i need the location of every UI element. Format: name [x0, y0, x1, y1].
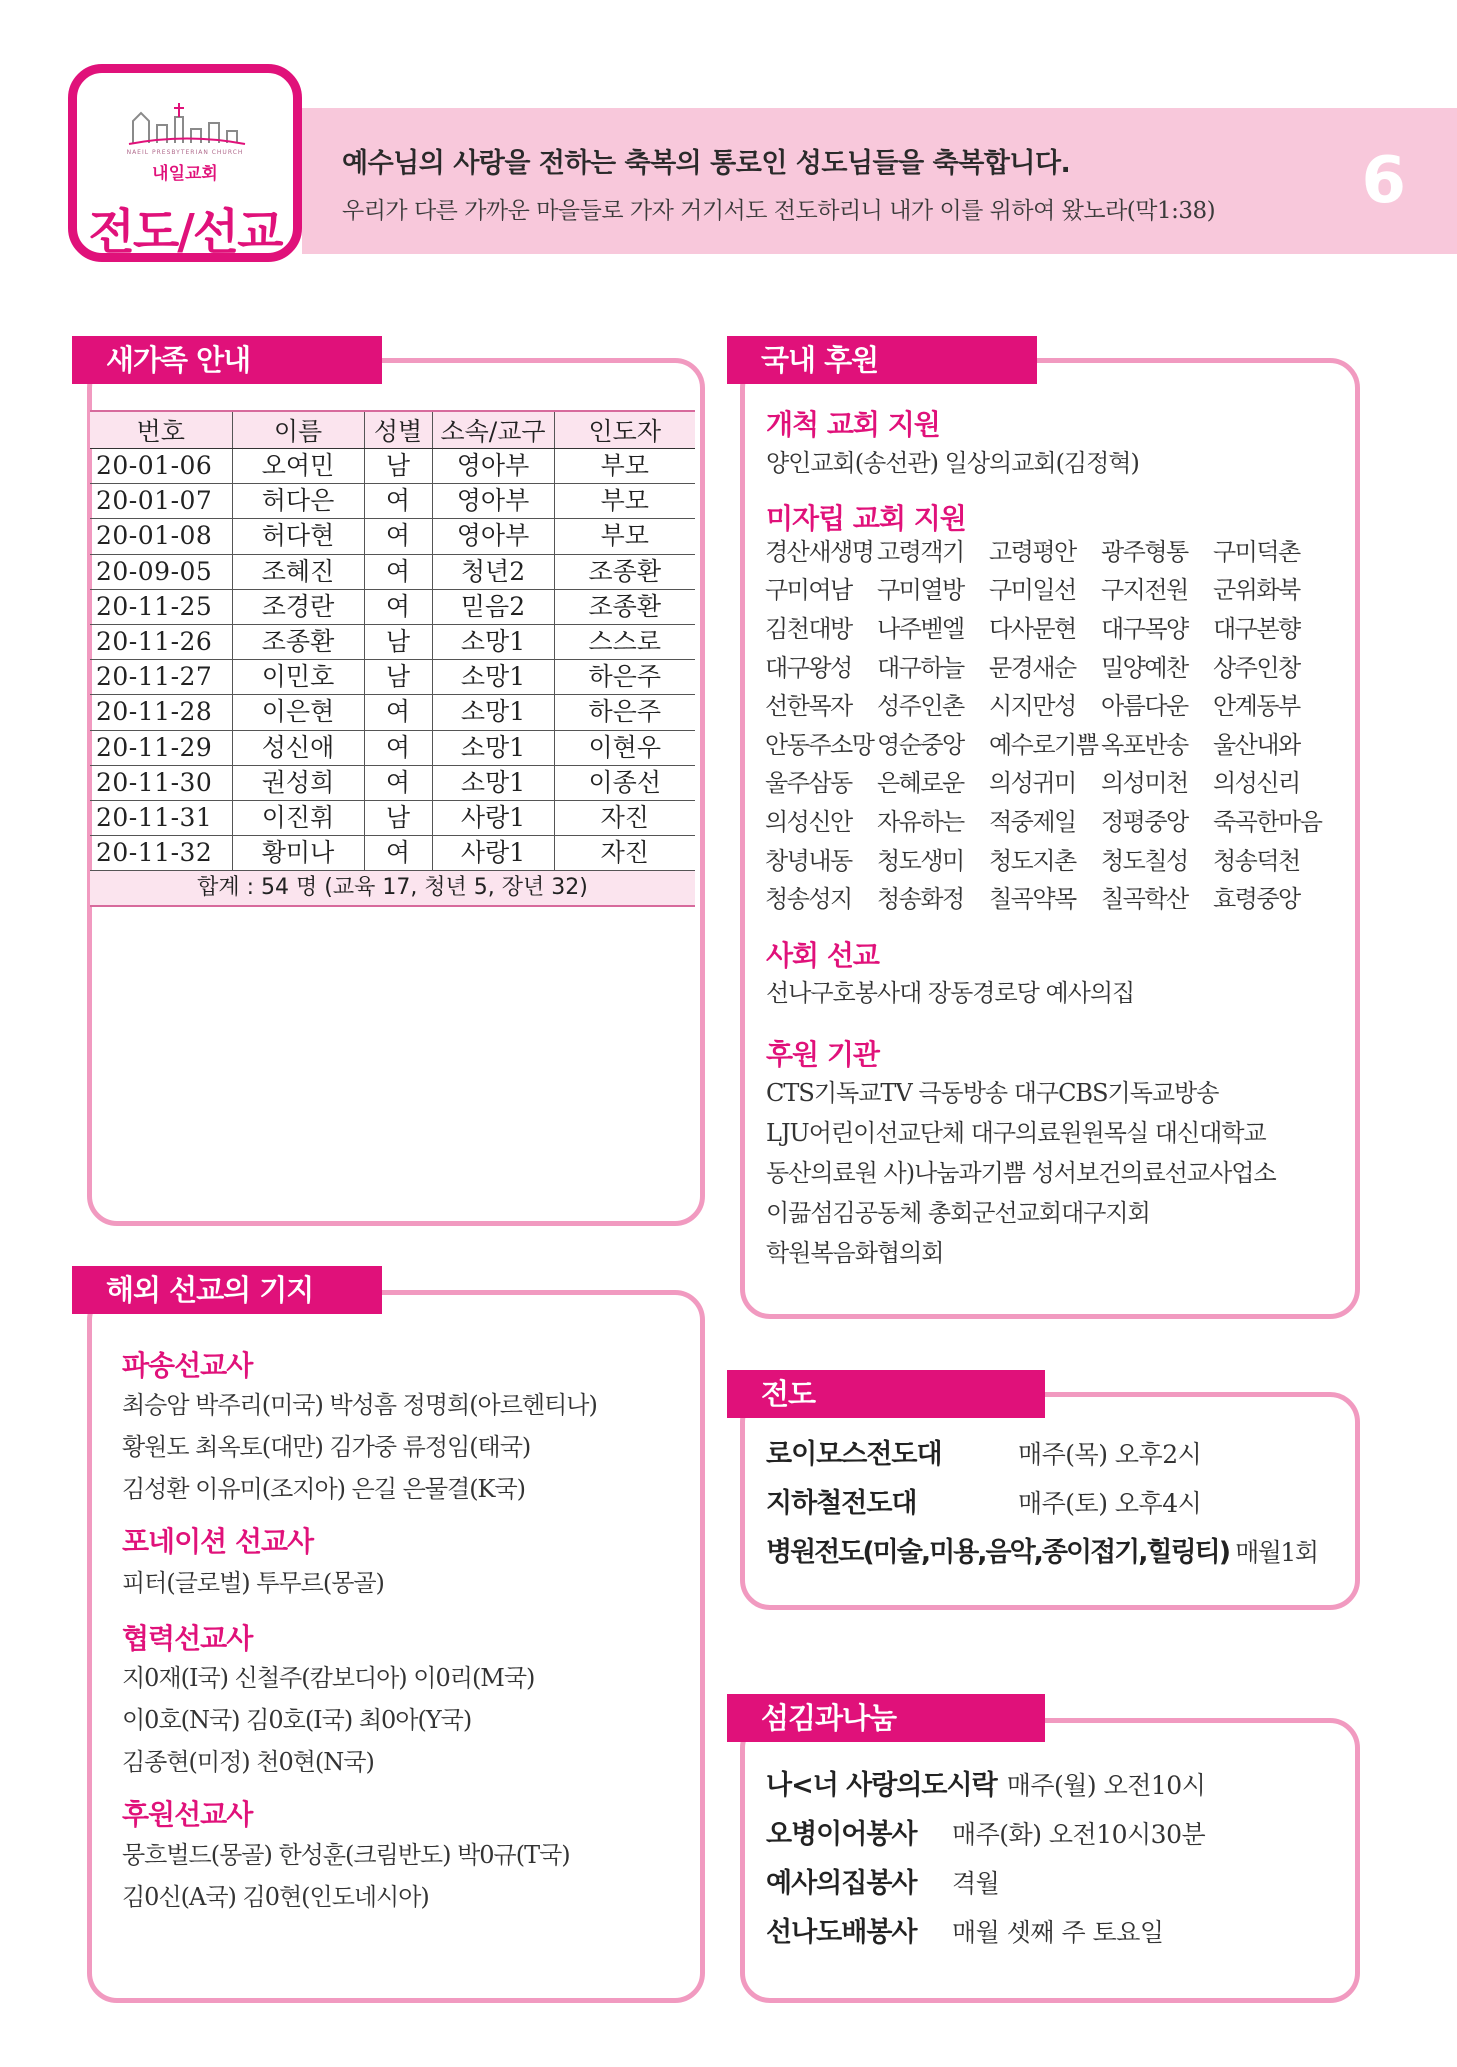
church-row — [765, 646, 1325, 685]
cell-name: 조경란 — [232, 589, 364, 624]
cell-number: 20-01-07 — [90, 484, 232, 519]
church-name: 은혜로운 — [877, 769, 964, 798]
cell-guide: 부모 — [554, 484, 695, 519]
cell-name: 이은현 — [232, 695, 364, 730]
logo-subtitle: NAEIL PRESBYTERIAN CHURCH — [126, 149, 244, 156]
sharing-item-time: 매주(월) 오전10시 — [1006, 1771, 1206, 1800]
church-name: 청송성지 — [765, 885, 852, 914]
church-row — [765, 723, 1325, 762]
table-row — [90, 589, 695, 624]
evangelism-item — [766, 1432, 1201, 1471]
evangelism-item-time: 매주(토) 오후4시 — [1018, 1489, 1202, 1518]
cell-number: 20-11-31 — [90, 800, 232, 835]
church-name: 칠곡약목 — [989, 885, 1076, 914]
table-total-row — [90, 871, 695, 907]
cell-guide: 부모 — [554, 519, 695, 554]
support-agency-line: LJU어린이선교단체 대구의료원원목실 대신대학교 — [766, 1119, 1266, 1147]
cell-group: 영아부 — [432, 449, 554, 484]
donation-missionaries-line: 피터(글로벌) 투무르(몽골) — [122, 1569, 384, 1597]
church-row — [765, 569, 1325, 608]
church-name: 경산새생명 — [765, 537, 874, 566]
cell-guide: 하은주 — [554, 660, 695, 695]
evangelism-item-time: 매월1회 — [1235, 1538, 1318, 1567]
church-name: 구미덕촌 — [1213, 537, 1300, 566]
cell-number: 20-09-05 — [90, 554, 232, 589]
support-agency-line: 학원복음화협의회 — [766, 1239, 944, 1267]
church-name: 구미여남 — [765, 576, 852, 605]
church-name: 창녕내동 — [765, 846, 852, 875]
church-row — [765, 530, 1325, 569]
church-row — [765, 684, 1325, 723]
sharing-item-name: 예사의집봉사 — [766, 1868, 917, 1899]
church-name: 문경새순 — [989, 653, 1076, 682]
table-row — [90, 730, 695, 765]
church-name: 대구본향 — [1213, 614, 1300, 643]
sharing-item — [766, 1763, 1205, 1802]
church-name: 청도칠성 — [1101, 846, 1188, 875]
cell-group: 영아부 — [432, 484, 554, 519]
page-title: 전도/선교 — [88, 204, 282, 260]
evangelism-item — [766, 1481, 1201, 1520]
church-name: 구지전원 — [1101, 576, 1188, 605]
supported-missionaries-line: 김0신(A국) 김0현(인도네시아) — [122, 1883, 429, 1911]
logo-name: 내일교회 — [152, 164, 218, 184]
church-name: 군위화북 — [1213, 576, 1300, 605]
church-name: 의성신안 — [765, 807, 852, 836]
table-row — [90, 519, 695, 554]
partner-missionaries-heading: 협력선교사 — [122, 1622, 253, 1655]
donation-missionaries-heading: 포네이션 선교사 — [122, 1525, 314, 1558]
page-number: 6 — [1361, 144, 1406, 218]
church-name: 선한목자 — [765, 692, 852, 721]
banner-greeting: 예수님의 사랑을 전하는 축복의 통로인 성도님들을 축복합니다. — [342, 148, 1071, 179]
cell-guide: 부모 — [554, 449, 695, 484]
church-name: 밀양예찬 — [1101, 653, 1188, 682]
evangelism-heading: 전도 — [727, 1370, 1045, 1418]
church-name: 김천대방 — [765, 614, 852, 643]
support-agency-line: CTS기독교TV 극동방송 대구CBS기독교방송 — [766, 1079, 1219, 1107]
cell-gender: 남 — [364, 660, 432, 695]
table-row — [90, 624, 695, 659]
cell-number: 20-11-30 — [90, 765, 232, 800]
church-name: 대구목양 — [1101, 614, 1188, 643]
sharing-item — [766, 1861, 999, 1900]
sharing-item-name: 오병이어봉사 — [766, 1819, 917, 1850]
church-name: 자유하는 — [877, 807, 964, 836]
church-name: 청도지촌 — [989, 846, 1076, 875]
cell-group: 사랑1 — [432, 800, 554, 835]
church-name: 옥포반송 — [1101, 730, 1188, 759]
church-name: 영순중앙 — [877, 730, 964, 759]
col-group: 소속/교구 — [432, 411, 554, 449]
church-name: 울산내와 — [1213, 730, 1300, 759]
church-name: 아름다운 — [1101, 692, 1188, 721]
church-name: 성주인촌 — [877, 692, 964, 721]
sharing-item-name: 나<너 사랑의도시락 — [766, 1770, 997, 1801]
church-logo-icon — [127, 103, 247, 147]
sharing-item-time: 매주(화) 오전10시30분 — [952, 1820, 1206, 1849]
evangelism-item — [766, 1530, 1317, 1569]
church-name: 효령중앙 — [1213, 885, 1300, 914]
cell-gender: 여 — [364, 695, 432, 730]
church-name: 울주삼동 — [765, 769, 852, 798]
cell-group: 소망1 — [432, 624, 554, 659]
sent-missionaries-line: 황원도 최옥토(대만) 김가중 류정임(태국) — [122, 1433, 531, 1461]
supported-missionaries-line: 뭉흐벌드(몽골) 한성훈(크림반도) 박0규(T국) — [122, 1841, 570, 1869]
pioneer-church-heading: 개척 교회 지원 — [766, 408, 940, 441]
col-name: 이름 — [232, 411, 364, 449]
cell-number: 20-11-27 — [90, 660, 232, 695]
col-number: 번호 — [90, 411, 232, 449]
partner-missionaries-line: 이0호(N국) 김0호(I국) 최0아(Y국) — [122, 1706, 472, 1734]
cell-group: 소망1 — [432, 765, 554, 800]
sent-missionaries-line: 최승암 박주리(미국) 박성흠 정명희(아르헨티나) — [122, 1391, 597, 1419]
cell-name: 성신애 — [232, 730, 364, 765]
table-row — [90, 695, 695, 730]
evangelism-item-name: 병원전도(미술,미용,음악,종이접기,힐링티) — [766, 1537, 1230, 1568]
table-row — [90, 660, 695, 695]
cell-group: 소망1 — [432, 730, 554, 765]
table-row — [90, 554, 695, 589]
cell-guide: 이현우 — [554, 730, 695, 765]
cell-number: 20-01-08 — [90, 519, 232, 554]
cell-group: 소망1 — [432, 660, 554, 695]
cell-name: 이민호 — [232, 660, 364, 695]
sharing-item-time: 매월 셋째 주 토요일 — [952, 1918, 1164, 1947]
support-agency-line: 이끎섬김공동체 총회군선교회대구지회 — [766, 1199, 1150, 1227]
church-name: 시지만성 — [989, 692, 1076, 721]
logo-box — [68, 64, 302, 262]
cell-gender: 여 — [364, 554, 432, 589]
church-name: 고령객기 — [877, 537, 964, 566]
church-name: 의성귀미 — [989, 769, 1076, 798]
cell-guide: 이종선 — [554, 765, 695, 800]
table-header-row — [90, 411, 695, 449]
cell-gender: 여 — [364, 836, 432, 871]
header-banner — [302, 108, 1457, 254]
evangelism-item-time: 매주(목) 오후2시 — [1018, 1440, 1202, 1469]
church-name: 적중제일 — [989, 807, 1076, 836]
cell-gender: 여 — [364, 484, 432, 519]
cell-group: 믿음2 — [432, 589, 554, 624]
partner-missionaries-line: 김종현(미정) 천0현(N국) — [122, 1748, 374, 1776]
evangelism-item-name: 지하철전도대 — [766, 1488, 917, 1519]
cell-gender: 여 — [364, 519, 432, 554]
unsupported-church-heading: 미자립 교회 지원 — [766, 502, 966, 535]
church-name: 청송화정 — [877, 885, 964, 914]
table-row — [90, 800, 695, 835]
cell-guide: 조종환 — [554, 589, 695, 624]
cell-name: 허다현 — [232, 519, 364, 554]
cell-gender: 남 — [364, 449, 432, 484]
church-name: 나주벧엘 — [877, 614, 964, 643]
domestic-heading: 국내 후원 — [727, 336, 1037, 384]
church-name: 의성미천 — [1101, 769, 1188, 798]
table-row — [90, 836, 695, 871]
church-row — [765, 762, 1325, 801]
church-name: 안계동부 — [1213, 692, 1300, 721]
social-mission-text: 선나구호봉사대 장동경로당 예사의집 — [766, 979, 1135, 1007]
church-row — [765, 607, 1325, 646]
pioneer-church-text: 양인교회(송선관) 일상의교회(김정혁) — [766, 449, 1139, 477]
overseas-heading: 해외 선교의 기지 — [72, 1266, 382, 1314]
cell-name: 조종환 — [232, 624, 364, 659]
table-row — [90, 449, 695, 484]
church-name: 상주인창 — [1213, 653, 1300, 682]
cell-group: 소망1 — [432, 695, 554, 730]
sharing-item — [766, 1910, 1164, 1949]
cell-gender: 여 — [364, 730, 432, 765]
cell-number: 20-11-29 — [90, 730, 232, 765]
cell-guide: 하은주 — [554, 695, 695, 730]
cell-number: 20-11-32 — [90, 836, 232, 871]
cell-name: 허다은 — [232, 484, 364, 519]
sharing-item-time: 격월 — [952, 1869, 1000, 1898]
partner-missionaries-line: 지0재(I국) 신철주(캄보디아) 이0리(M국) — [122, 1664, 535, 1692]
church-name: 청송덕천 — [1213, 846, 1300, 875]
church-name: 광주형통 — [1101, 537, 1188, 566]
support-agency-line: 동산의료원 사)나눔과기쁨 성서보건의료선교사업소 — [766, 1159, 1276, 1187]
cell-group: 사랑1 — [432, 836, 554, 871]
cell-gender: 남 — [364, 624, 432, 659]
church-name: 죽곡한마음 — [1213, 807, 1322, 836]
cell-name: 황미나 — [232, 836, 364, 871]
new-family-heading: 새가족 안내 — [72, 336, 382, 384]
cell-number: 20-11-28 — [90, 695, 232, 730]
church-name: 구미일선 — [989, 576, 1076, 605]
cell-group: 청년2 — [432, 554, 554, 589]
cell-gender: 여 — [364, 589, 432, 624]
church-name: 다사문현 — [989, 614, 1076, 643]
church-row — [765, 839, 1325, 878]
church-name: 대구왕성 — [765, 653, 852, 682]
church-name: 정평중앙 — [1101, 807, 1188, 836]
sharing-item — [766, 1812, 1205, 1851]
church-name: 의성신리 — [1213, 769, 1300, 798]
church-row — [765, 800, 1325, 839]
cell-name: 권성희 — [232, 765, 364, 800]
cell-name: 오여민 — [232, 449, 364, 484]
unsupported-church-list — [765, 530, 1325, 916]
church-name: 고령평안 — [989, 537, 1076, 566]
church-row — [765, 877, 1325, 916]
col-guide: 인도자 — [554, 411, 695, 449]
col-gender: 성별 — [364, 411, 432, 449]
cell-guide: 자진 — [554, 800, 695, 835]
sent-missionaries-heading: 파송선교사 — [122, 1349, 253, 1382]
cell-name: 조혜진 — [232, 554, 364, 589]
cell-gender: 여 — [364, 765, 432, 800]
supported-missionaries-heading: 후원선교사 — [122, 1798, 253, 1831]
evangelism-item-name: 로이모스전도대 — [766, 1439, 942, 1470]
social-mission-heading: 사회 선교 — [766, 939, 879, 972]
table-row — [90, 484, 695, 519]
cell-group: 영아부 — [432, 519, 554, 554]
church-name: 대구하늘 — [877, 653, 964, 682]
sent-missionaries-line: 김성환 이유미(조지아) 은길 은물결(K국) — [122, 1475, 526, 1503]
cell-guide: 조종환 — [554, 554, 695, 589]
banner-verse: 우리가 다른 가까운 마을들로 가자 거기서도 전도하리니 내가 이를 위하여 왔노라(막1:38) — [342, 198, 1216, 224]
total-count: 합계 : 54 명 (교육 17, 청년 5, 장년 32) — [90, 871, 695, 907]
cell-guide: 스스로 — [554, 624, 695, 659]
cell-gender: 남 — [364, 800, 432, 835]
new-family-table — [90, 410, 695, 907]
church-name: 구미열방 — [877, 576, 964, 605]
cell-number: 20-11-26 — [90, 624, 232, 659]
church-name: 예수로기쁨 — [989, 730, 1098, 759]
cell-guide: 자진 — [554, 836, 695, 871]
support-agencies-heading: 후원 기관 — [766, 1038, 879, 1071]
cell-number: 20-01-06 — [90, 449, 232, 484]
table-row — [90, 765, 695, 800]
sharing-item-name: 선나도배봉사 — [766, 1917, 917, 1948]
sharing-heading: 섬김과나눔 — [727, 1694, 1045, 1742]
cell-number: 20-11-25 — [90, 589, 232, 624]
cell-name: 이진휘 — [232, 800, 364, 835]
church-name: 칠곡학산 — [1101, 885, 1188, 914]
church-name: 청도생미 — [877, 846, 964, 875]
church-name: 안동주소망 — [765, 730, 874, 759]
